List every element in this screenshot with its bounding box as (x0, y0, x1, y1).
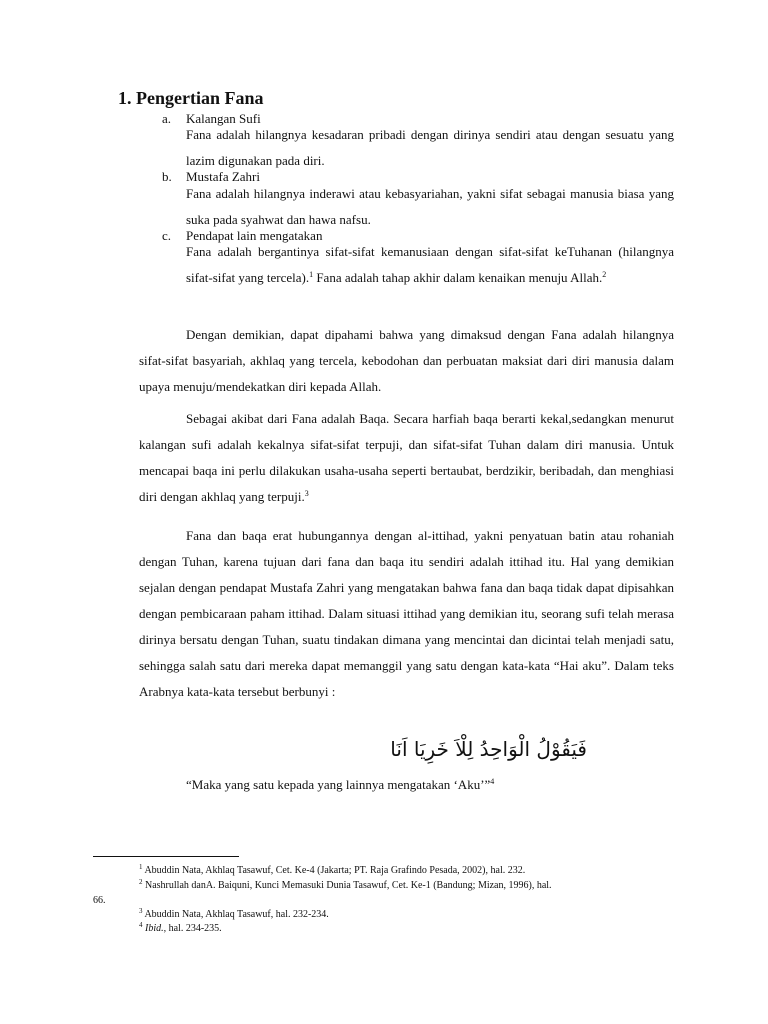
section-heading: 1. Pengertian Fana (118, 88, 264, 108)
item-title-pendapat-lain: Pendapat lain mengatakan (186, 228, 323, 243)
footnote-separator (93, 856, 239, 857)
footnote-1 (139, 864, 525, 877)
item-letter-a: a. (162, 111, 172, 126)
footnote-2 (139, 879, 552, 892)
paragraph-sebagai-akibat (139, 406, 674, 510)
item-letter-b: b. (162, 169, 172, 184)
footnote-4-text: hal. 234-235. (166, 923, 222, 934)
footnote-2-number: 2 (139, 878, 143, 886)
paragraph-dengan-demikian: Dengan demikian, dapat dipahami bahwa yang dimaksud dengan Fana adalah hilangnya sifat-sifat basyariah, akhlaq yang tercela, kebodohan dan perbuatan maksiat dari diri manusia dalam upaya menuju/mendekatkan diri kepada Allah. (139, 327, 674, 394)
item-title-kalangan-sufi: Kalangan Sufi (186, 111, 261, 126)
footnote-ref-3[interactable]: 3 (304, 489, 309, 498)
item-title-mustafa-zahri: Mustafa Zahri (186, 169, 261, 184)
paragraph-fana-dan-baqa: Fana dan baqa erat hubungannya dengan al-ittihad, yakni penyatuan batin atau rohaniah dengan Tuhan, karena tujuan dari fana dan baqa itu sendiri adalah ittihad itu. Hal yang demikian sejalan dengan pendapat Mustafa Zahri yang mengatakan bahwa fana dan baqa tidak dapat dipisahkan dengan pembicaraan paham ittihad. Dalam situasi ittihad yang demikian itu, seorang sufi telah merasa dirinya bersatu dengan Tuhan, suatu tindakan dimana yang mencintai dan dicintai telah menjadi satu, sehingga salah satu dari mereka dapat memanggil yang satu dengan kata-kata “Hai aku”. Dalam teks Arabnya kata-kata tersebut berbunyi : (139, 528, 674, 699)
footnote-1-number: 1 (139, 863, 143, 871)
item-letter-c: c. (162, 228, 172, 243)
translation-quote (186, 777, 494, 793)
footnote-3-text: Abuddin Nata, Akhlaq Tasawuf, hal. 232-234. (142, 909, 329, 920)
footnote-1-text: Abuddin Nata, Akhlaq Tasawuf, Cet. Ke-4 (Jakarta; PT. Raja Grafindo Pesada, 2002), hal. 232. (142, 865, 526, 876)
footnote-ref-2[interactable]: 2 (602, 270, 607, 279)
footnote-ref-1[interactable]: 1 (309, 270, 314, 279)
item-text-c-part1: Fana adalah bergantinya sifat-sifat kemanusiaan dengan sifat-sifat keTuhanan (hilangnya sifat-sifat yang tercela). (186, 244, 674, 285)
footnote-4-number: 4 (139, 921, 143, 929)
paragraph-sebagai-akibat-text: Sebagai akibat dari Fana adalah Baqa. Secara harfiah baqa berarti kekal,sedangkan menurut kalangan sufi adalah kekalnya sifat-sifat terpuji, dan sifat-sifat Tuhan dalam diri manusia. Untuk mencapai baqa ini perlu dilakukan usaha-usaha seperti bertaubat, berdzikir, beribadah, dan menghiasi diri dengan akhlaq yang terpuji. (139, 411, 674, 504)
arabic-quote: فَيَقُوْلُ الْوَاحِدُ لِلْاَ خَرِيَا اَنَا (390, 737, 587, 761)
footnote-3-number: 3 (139, 907, 143, 915)
item-text-c-part2: Fana adalah tahap akhir dalam kenaikan menuju Allah. (313, 270, 603, 285)
item-text-c (186, 239, 674, 291)
item-text-b: Fana adalah hilangnya inderawi atau kebasyariahan, yakni sifat sebagai manusia biasa yang suka pada syahwat dan hawa nafsu. (186, 186, 674, 227)
footnote-2-continuation: 66. (93, 895, 106, 906)
item-text-a: Fana adalah hilangnya kesadaran pribadi dengan dirinya sendiri atau dengan sesuatu yang lazim digunakan pada diri. (186, 127, 674, 168)
footnote-3 (139, 908, 329, 921)
footnote-2-text: Nashrullah danA. Baiquni, Kunci Memasuki Dunia Tasawuf, Cet. Ke-1 (Bandung; Mizan, 1996), hal. (142, 880, 552, 891)
footnote-ref-4[interactable]: 4 (490, 777, 495, 786)
translation-quote-text: “Maka yang satu kepada yang lainnya mengatakan ‘Aku’” (186, 777, 491, 792)
footnote-4 (139, 922, 222, 935)
footnote-4-ibid: Ibid., (145, 923, 167, 934)
